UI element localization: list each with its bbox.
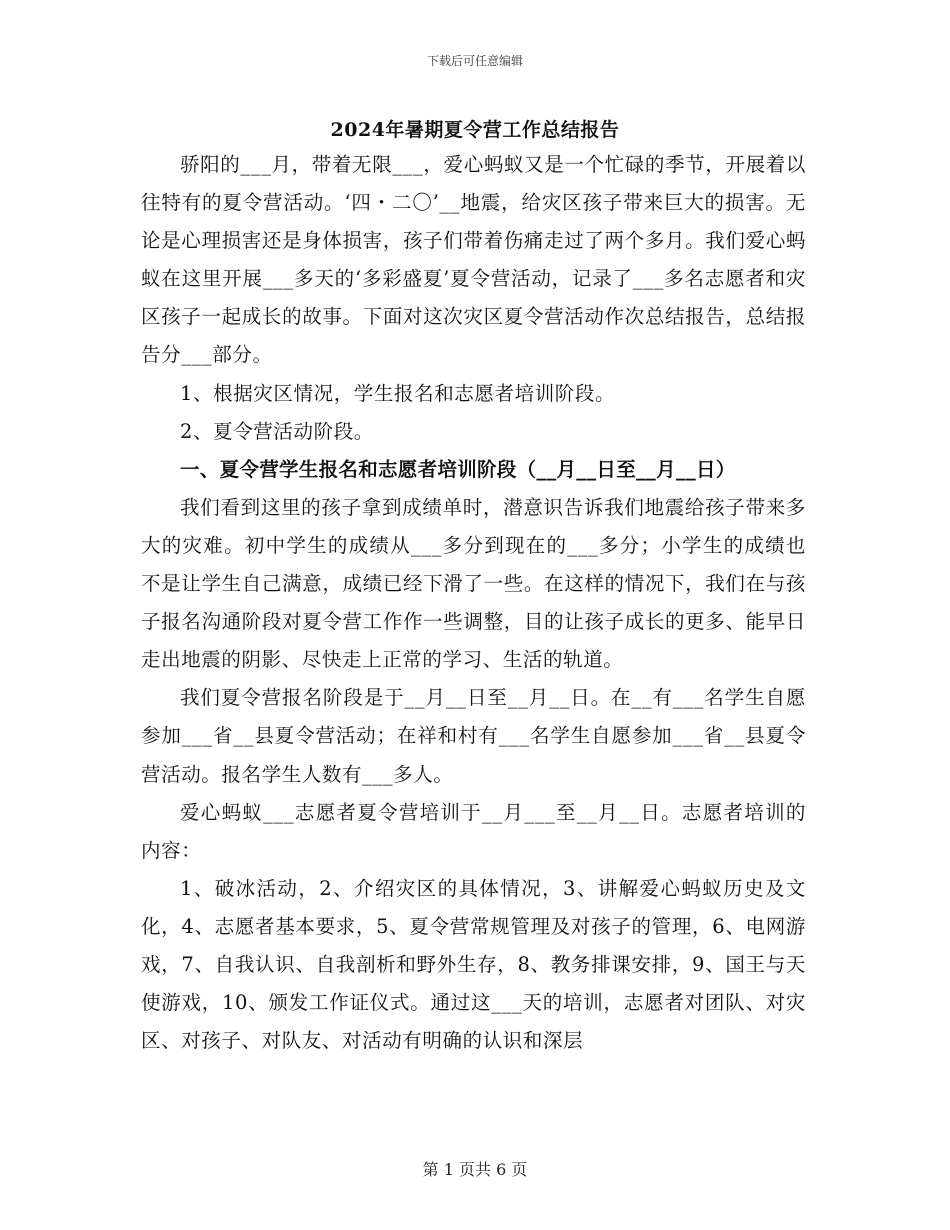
header-note: 下载后可任意编辑 [426,54,523,68]
intro-paragraph: 骄阳的___月，带着无限___，爱心蚂蚁又是一个忙碌的季节，开展着以往特有的夏令营活动。‘四・二〇’__地震，给灾区孩子带来巨大的损害。无论是心理损害还是身体损害，孩子们带着伤痛走过了两个多月。我们爱心蚂蚁在这里开展___多天的‘多彩盛夏’夏令营活动，记录了___多名志愿者和灾区孩子一起成长的故事。下面对这次灾区夏令营活动作次总结报告，总结报告分___部分。 [141,153,806,367]
training-content-paragraph: 1、破冰活动，2、介绍灾区的具体情况，3、讲解爱心蚂蚁历史及文化，4、志愿者基本要求，5、夏令营常规管理及对孩子的管理，6、电网游戏，7、自我认识、自我剖析和野外生存，8、教务排课安排，9、国王与天使游戏，10、颁发工作证仪式。通过这___天的培训，志愿者对团队、对灾区、对孩子、对队友、对活动有明确的认识和深层 [141,876,806,1053]
grades-paragraph: 我们看到这里的孩子拿到成绩单时，潜意识告诉我们地震给孩子带来多大的灾难。初中学生的成绩从___多分到现在的___多分；小学生的成绩也不是让学生自己满意，成绩已经下滑了一些。在这样的情况下，我们在与孩子报名沟通阶段对夏令营工作作一些调整，目的让孩子成长的更多、能早日走出地震的阴影、尽快走上正常的学习、生活的轨道。 [141,495,806,672]
stage-item-2: 2、夏令营活动阶段。 [180,419,374,443]
stage-item-1: 1、根据灾区情况，学生报名和志愿者培训阶段。 [180,381,616,405]
section-heading-1: 一、夏令营学生报名和志愿者培训阶段（__月__日至__月__日） [180,457,736,481]
page-footer: 第 1 页共 6 页 [422,1160,528,1179]
document-body [141,146,806,1060]
registration-paragraph: 我们夏令营报名阶段是于__月__日至__月__日。在__有___名学生自愿参加___省__县夏令营活动；在祥和村有___名学生自愿参加___省__县夏令营活动。报名学生人数有___多人。 [141,686,806,786]
document-title: 2024年暑期夏令营工作总结报告 [330,119,620,141]
training-paragraph: 爱心蚂蚁___志愿者夏令营培训于__月___至__月__日。志愿者培训的内容： [141,800,806,862]
